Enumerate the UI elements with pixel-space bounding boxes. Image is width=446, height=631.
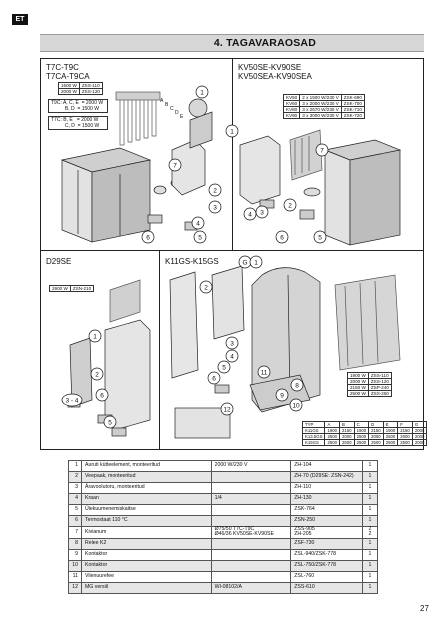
cell: ZSK-710	[341, 107, 364, 113]
parts-cell-qty: 1	[362, 461, 377, 472]
parts-cell-desc: Kontaktor	[81, 549, 211, 560]
t7c-element-letters	[160, 98, 184, 120]
kv-title-line-1: KV50SE-KV90SE	[238, 63, 302, 72]
svg-text:5: 5	[108, 419, 112, 427]
parts-cell-qty: 2 2	[362, 527, 377, 539]
cell: F	[398, 422, 413, 428]
cell: G	[412, 422, 427, 428]
cell: 2500	[369, 440, 384, 446]
parts-cell-desc: Kivianum	[81, 527, 211, 539]
parts-cell-qty: 1	[362, 516, 377, 527]
cell: 2500	[325, 434, 340, 440]
cell: ZSS-110	[368, 373, 391, 379]
svg-text:2: 2	[213, 187, 217, 195]
cell: 2500	[325, 440, 340, 446]
svg-text:6: 6	[100, 392, 104, 400]
cell: KV90	[284, 113, 300, 119]
svg-text:3: 3	[230, 340, 234, 348]
parts-cell-desc: Kontaktor	[81, 560, 211, 571]
cell: 2000	[398, 434, 413, 440]
parts-cell-qty: 1	[362, 549, 377, 560]
kv-title-line-2: KV50SEA-KV90SEA	[238, 72, 312, 81]
svg-text:2: 2	[288, 202, 292, 210]
parts-cell-desc: Kraan	[81, 494, 211, 505]
parts-cell-spec	[211, 538, 291, 549]
t7c-note-t9c: T9C: A, C, E = 2000 W B, D = 1500 W	[48, 99, 108, 113]
k11-title: K11GS-K15GS	[165, 257, 219, 266]
svg-text:5: 5	[318, 234, 322, 242]
parts-cell-spec	[211, 571, 291, 582]
cell: D	[369, 422, 384, 428]
svg-text:6: 6	[146, 234, 150, 242]
callout-3-k11	[226, 337, 238, 349]
cell: KV80	[284, 107, 300, 113]
table-row	[69, 505, 378, 516]
cell: 2000	[369, 434, 384, 440]
cell: K15GS	[303, 440, 325, 446]
cell: 2000 W	[348, 379, 369, 385]
callout-5-kv	[314, 231, 326, 243]
svg-text:6: 6	[212, 375, 216, 383]
callout-11-k11	[258, 366, 270, 378]
d29-title: D29SE	[46, 257, 72, 266]
parts-cell-code: ZSL-750/ZSK-778	[291, 560, 363, 571]
cell: ZSP-240	[368, 385, 391, 391]
parts-cell-code: ZH-110	[291, 483, 363, 494]
svg-text:G: G	[242, 259, 248, 267]
cell: 3 x 2000 W/230 V	[300, 101, 342, 107]
callout-6-k11	[208, 372, 220, 384]
cell: KV60	[284, 101, 300, 107]
cell: 1900 W	[348, 373, 369, 379]
cell: 2000	[412, 434, 427, 440]
callout-5-d29	[104, 416, 116, 428]
parts-cell-n: 5	[69, 505, 82, 516]
callout-2-t7c	[209, 184, 221, 196]
cell: ZSK-700	[341, 101, 364, 107]
parts-cell-desc: Auruti kütteelement, monteeritud	[81, 461, 211, 472]
svg-text:4: 4	[248, 211, 252, 219]
parts-cell-code: ZH-130	[291, 494, 363, 505]
parts-cell-n: 2	[69, 472, 82, 483]
svg-text:10: 10	[292, 402, 300, 410]
cell: 1900	[383, 428, 398, 434]
parts-cell-qty: 1	[362, 538, 377, 549]
callout-6-t7c	[142, 231, 154, 243]
parts-cell-qty: 1	[362, 560, 377, 571]
callout-4-kv	[244, 208, 256, 220]
cell: 2000 W	[59, 89, 80, 95]
parts-cell-qty: 1	[362, 505, 377, 516]
table-row	[69, 527, 378, 539]
cell: K11GS	[303, 428, 325, 434]
cell: A	[325, 422, 340, 428]
svg-text:4: 4	[230, 353, 234, 361]
cell: 2150	[369, 428, 384, 434]
parts-cell-code: ZSL-760	[291, 571, 363, 582]
svg-text:7: 7	[320, 147, 324, 155]
cell: 2000	[412, 440, 427, 446]
parts-cell-spec: WI-08102/A	[211, 582, 291, 593]
table-row	[69, 582, 378, 593]
t7c-heater-drawing	[62, 148, 150, 242]
parts-cell-n: 4	[69, 494, 82, 505]
callout-4-t7c	[192, 217, 204, 229]
parts-cell-spec	[211, 549, 291, 560]
svg-text:5: 5	[198, 234, 202, 242]
cell: ZSS-250	[368, 391, 391, 397]
cell: 2 x 1500 W/230 V	[300, 95, 342, 101]
d29-heater-drawing	[68, 280, 150, 436]
callout-1-k11	[250, 256, 262, 268]
table-row	[69, 560, 378, 571]
parts-cell-spec	[211, 472, 291, 483]
cell: E	[383, 422, 398, 428]
cell: 3 x 3000 W/230 V	[300, 113, 342, 119]
callout-2-kv	[284, 199, 296, 211]
callout-3-t7c	[209, 201, 221, 213]
cell: TYP	[303, 422, 325, 428]
cell: 2500	[383, 440, 398, 446]
svg-text:4: 4	[196, 220, 200, 228]
letter-d: D	[175, 110, 179, 116]
cell: 2000	[412, 428, 427, 434]
svg-text:1: 1	[230, 128, 234, 136]
svg-text:8: 8	[295, 382, 299, 390]
parts-cell-spec	[211, 483, 291, 494]
cell: ZSK-720	[341, 113, 364, 119]
cell: 2500	[398, 440, 413, 446]
cell: 2150 W	[348, 385, 369, 391]
svg-text:3: 3	[260, 209, 264, 217]
parts-cell-spec: 1/4	[211, 494, 291, 505]
table-row	[69, 571, 378, 582]
cell: ZSS-120	[79, 89, 102, 95]
callout-8-k11	[291, 379, 303, 391]
t7c-title-line-1: T7C-T9C	[46, 63, 79, 72]
parts-cell-spec	[211, 505, 291, 516]
cell: 2900 W	[50, 286, 71, 292]
letter-c: C	[170, 106, 174, 112]
parts-cell-qty: 1	[362, 494, 377, 505]
table-row	[69, 538, 378, 549]
cell: K13.5GS	[303, 434, 325, 440]
parts-cell-desc: Ülekuumenemiskaitse	[81, 505, 211, 516]
svg-text:12: 12	[223, 406, 231, 414]
svg-text:2: 2	[204, 284, 208, 292]
callout-3-4-d29	[62, 394, 82, 406]
cell: ZSS-120	[368, 379, 391, 385]
parts-cell-desc: Termostaat 110 °C	[81, 516, 211, 527]
callout-4-k11	[226, 350, 238, 362]
parts-cell-desc: Relee K2	[81, 538, 211, 549]
svg-text:3: 3	[213, 204, 217, 212]
cell: 1900	[354, 428, 369, 434]
svg-text:7: 7	[173, 162, 177, 170]
parts-cell-n: 12	[69, 582, 82, 593]
table-row	[69, 461, 378, 472]
cell: ZSN-210	[70, 286, 93, 292]
cell: C	[354, 422, 369, 428]
parts-cell-code: ZSL-940/ZSK-778	[291, 549, 363, 560]
svg-text:5: 5	[222, 364, 226, 372]
callout-6-d29	[96, 389, 108, 401]
parts-cell-code: ZH-70 (D29SE: ZSN-242)	[291, 472, 363, 483]
cell: 2000	[340, 434, 355, 440]
parts-cell-n: 6	[69, 516, 82, 527]
parts-cell-desc: Veepaak, monteeritud	[81, 472, 211, 483]
callout-10-k11	[290, 399, 302, 411]
parts-cell-spec	[211, 516, 291, 527]
callout-6-kv	[276, 231, 288, 243]
table-row	[69, 549, 378, 560]
callout-5-t7c	[194, 231, 206, 243]
parts-cell-code: ZSS-610	[291, 582, 363, 593]
parts-cell-code: ZSS-905 ZH-205	[291, 527, 363, 539]
svg-text:1: 1	[200, 89, 204, 97]
callout-1-t7c	[196, 86, 208, 98]
svg-text:9: 9	[280, 392, 284, 400]
parts-cell-n: 8	[69, 538, 82, 549]
svg-text:1: 1	[93, 333, 97, 341]
svg-text:3 - 4: 3 - 4	[65, 397, 79, 405]
parts-cell-code: ZSK-764	[291, 505, 363, 516]
table-row	[69, 472, 378, 483]
parts-cell-qty: 1	[362, 571, 377, 582]
table-row	[69, 516, 378, 527]
cell: ZSS-110	[79, 83, 102, 89]
page-number: 27	[420, 604, 429, 613]
table-row	[69, 494, 378, 505]
callout-1-kv	[226, 125, 238, 137]
parts-cell-spec: 2000 W/230 V	[211, 461, 291, 472]
parts-cell-qty: 1	[362, 582, 377, 593]
parts-cell-desc: Viienuurefee	[81, 571, 211, 582]
parts-table	[68, 460, 378, 594]
svg-text:11: 11	[260, 369, 268, 377]
parts-cell-n: 9	[69, 549, 82, 560]
cell: 2500	[383, 434, 398, 440]
parts-cell-qty: 1	[362, 483, 377, 494]
parts-cell-n: 11	[69, 571, 82, 582]
parts-cell-spec	[211, 560, 291, 571]
callout-5-k11	[218, 361, 230, 373]
letter-b: B	[165, 102, 169, 108]
parts-cell-n: 7	[69, 527, 82, 539]
cell: 1500 W	[59, 83, 80, 89]
cell: 2150	[340, 428, 355, 434]
cell: KV50	[284, 95, 300, 101]
callout-7-t7c	[169, 159, 181, 171]
t7c-note-t7c: T7C: B, E = 2000 W C, D = 1500 W	[48, 116, 108, 130]
cell: 1900	[325, 428, 340, 434]
table-row	[69, 483, 378, 494]
parts-cell-desc: MG versiil	[81, 582, 211, 593]
letter-a: A	[160, 98, 164, 104]
t7c-heating-elements	[116, 92, 160, 145]
t7c-title-line-2: T7CA-T9CA	[46, 72, 90, 81]
parts-cell-code: ZH-104	[291, 461, 363, 472]
section-title: 4. TAGAVARAOSAD	[213, 37, 316, 49]
callout-2-d29	[91, 368, 103, 380]
cell: 2500	[354, 434, 369, 440]
cell: 2500 W	[348, 391, 369, 397]
callout-9-k11	[276, 389, 288, 401]
callout-7-kv	[316, 144, 328, 156]
parts-cell-code: ZSF-730	[291, 538, 363, 549]
cell: 3 x 2670 W/230 V	[300, 107, 342, 113]
parts-cell-n: 1	[69, 461, 82, 472]
language-badge: ET	[12, 14, 28, 25]
parts-cell-desc: Äravoolutoru, monteeritud	[81, 483, 211, 494]
parts-cell-code: ZSN-250	[291, 516, 363, 527]
callout-12-k11	[221, 403, 233, 415]
callout-2-k11	[200, 281, 212, 293]
svg-text:6: 6	[280, 234, 284, 242]
svg-text:1: 1	[254, 259, 258, 267]
parts-cell-qty: 1	[362, 472, 377, 483]
cell: B	[340, 422, 355, 428]
parts-cell-n: 10	[69, 560, 82, 571]
callout-g-k11	[239, 256, 251, 268]
cell: 2500	[340, 440, 355, 446]
cell: ZSK-690	[341, 95, 364, 101]
svg-text:2: 2	[95, 371, 99, 379]
parts-cell-spec: Ø75/50 T7C-T9C Ø46/36 KV50SE-KV90SE	[211, 527, 291, 539]
cell: 2500	[354, 440, 369, 446]
parts-cell-n: 3	[69, 483, 82, 494]
callout-1-d29	[89, 330, 101, 342]
letter-e: E	[180, 114, 184, 120]
cell: 2150	[398, 428, 413, 434]
callout-3-kv	[256, 206, 268, 218]
